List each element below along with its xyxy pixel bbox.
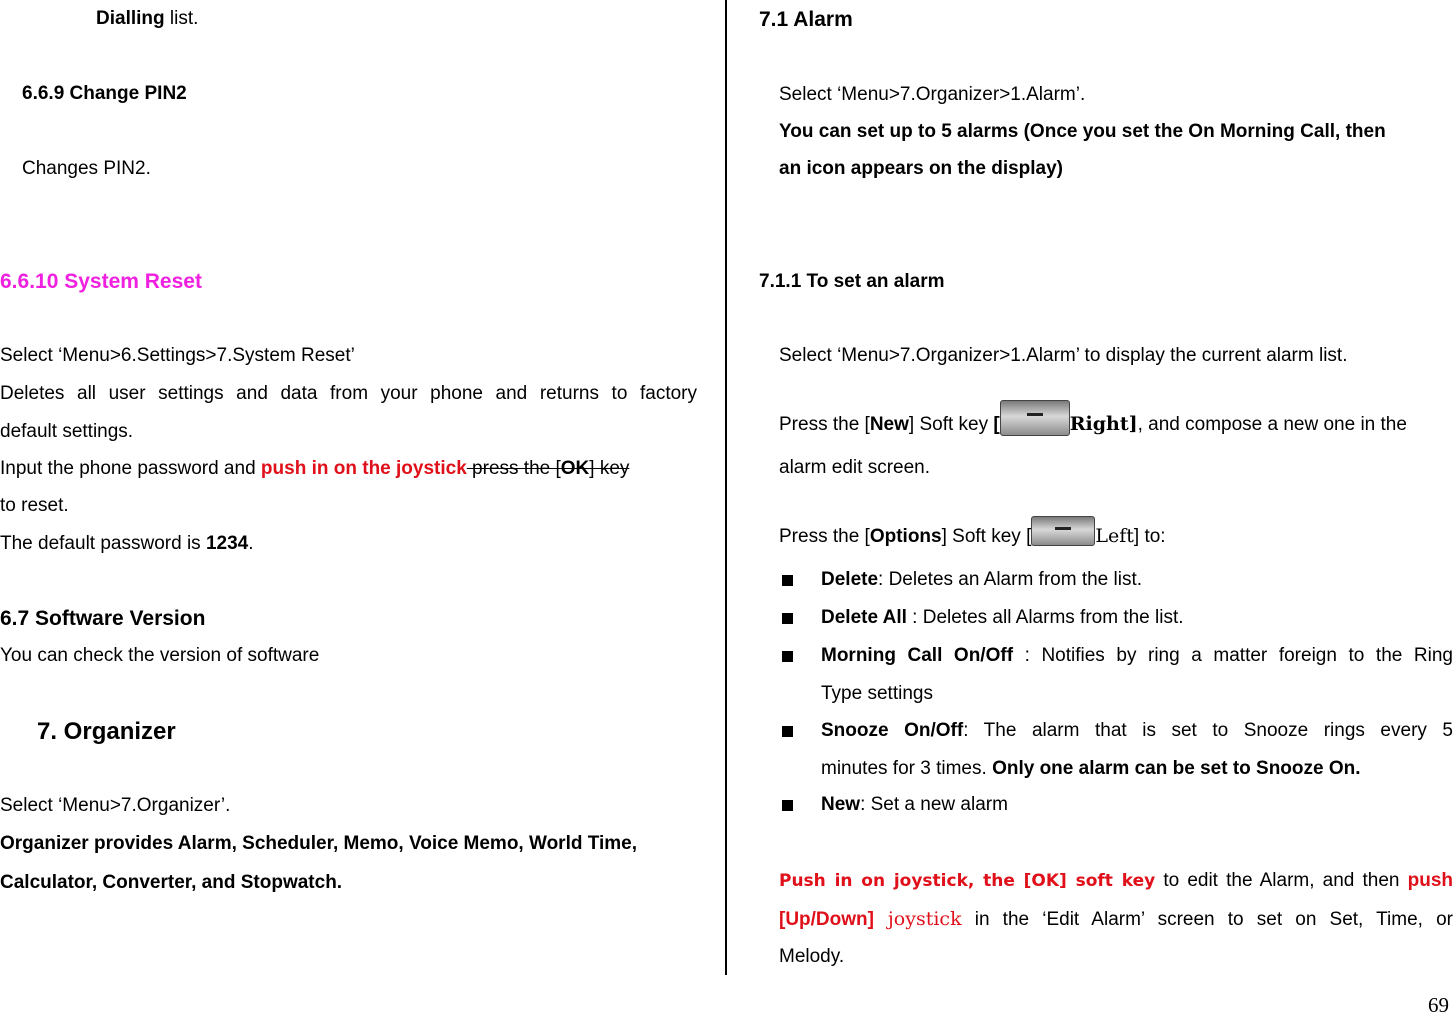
heading-6-6-10: 6.6.10 System Reset [0,270,202,293]
heading-7-organizer: 7. Organizer [37,718,176,745]
new-softkey-line: Press the [New] Soft key [ Right], and compose a new one in the [779,400,1407,436]
bullet-square-icon [782,651,793,662]
bullet-square-icon [782,575,793,586]
alarm-desc-line2: an icon appears on the display) [779,158,1064,179]
bullet-delete-all: Delete All : Deletes all Alarms from the list. [821,607,1184,628]
right-softkey-icon [1000,400,1070,436]
bullet-delete: Delete: Deletes an Alarm from the list. [821,569,1143,590]
set-alarm-select-text: Select ‘Menu>7.Organizer>1.Alarm’ to display the current alarm list. [779,345,1348,366]
column-divider [725,0,727,975]
bullet-square-icon [782,800,793,811]
push-line1: Push in on joystick, the [OK] soft key to edit the Alarm, and then push [779,870,1453,891]
alarm-select-text: Select ‘Menu>7.Organizer>1.Alarm’. [779,84,1086,105]
page-number: 69 [1428,993,1449,1017]
dialling-line: Dialling list. [96,8,199,29]
heading-7-1: 7.1 Alarm [759,8,853,31]
push-line2: [Up/Down] joystick in the ‘Edit Alarm’ screen to set on Set, Time, or [779,908,1453,930]
reset-input-line2: to reset. [0,495,69,516]
heading-6-7: 6.7 Software Version [0,607,206,630]
left-softkey-icon [1031,516,1095,546]
reset-deletes-line1: Deletes all user settings and data from your phone and returns to factory [0,383,697,404]
struck-text: press the [OK] key [466,458,630,479]
bullet-morning-call-line2: Type settings [821,683,933,704]
heading-7-1-1: 7.1.1 To set an alarm [759,271,945,292]
heading-6-6-9: 6.6.9 Change PIN2 [22,83,187,104]
organizer-desc-line2: Calculator, Converter, and Stopwatch. [0,872,343,893]
bullet-snooze: Snooze On/Off: The alarm that is set to Snooze rings every 5 [821,720,1453,741]
software-version-text: You can check the version of software [0,645,320,666]
reset-deletes-line2: default settings. [0,421,134,442]
bullet-snooze-line2: minutes for 3 times. Only one alarm can be set to Snooze On. [821,758,1361,779]
bullet-square-icon [782,726,793,737]
alarm-desc-line1: You can set up to 5 alarms (Once you set the On Morning Call, then [779,121,1386,142]
options-softkey-line: Press the [Options] Soft key [ Left] to: [779,516,1166,548]
new-softkey-line2: alarm edit screen. [779,457,931,478]
reset-select-text: Select ‘Menu>6.Settings>7.System Reset’ [0,345,355,366]
bullet-morning-call: Morning Call On/Off : Notifies by ring a matter foreign to the Ring [821,645,1453,666]
organizer-desc-line1: Organizer provides Alarm, Scheduler, Memo, Voice Memo, World Time, [0,833,638,854]
paragraph-change-pin2: Changes PIN2. [22,158,151,179]
default-password-line: The default password is 1234. [0,533,254,554]
reset-input-line: Input the phone password and push in on the joystick press the [OK] key [0,458,630,479]
bullet-new: New: Set a new alarm [821,794,1008,815]
organizer-select-text: Select ‘Menu>7.Organizer’. [0,795,231,816]
bullet-square-icon [782,613,793,624]
push-line3: Melody. [779,946,845,967]
